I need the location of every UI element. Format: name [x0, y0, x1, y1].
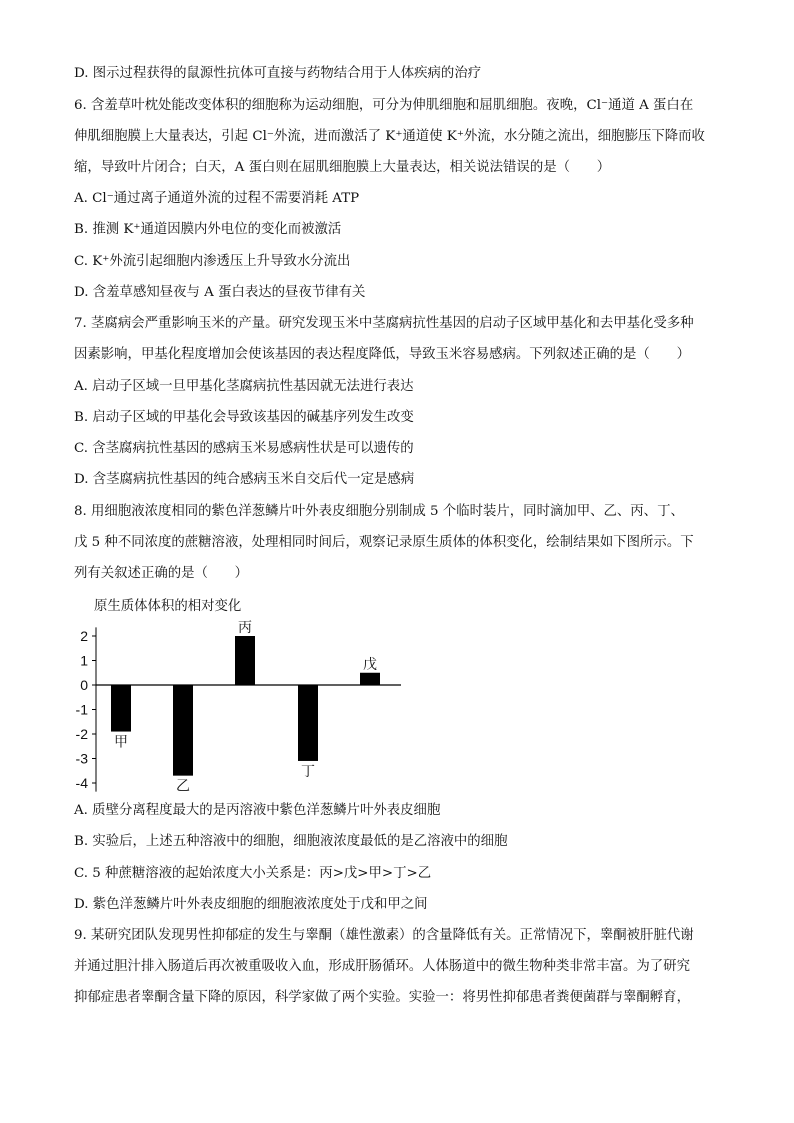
text-line: 伸肌细胞膜上大量表达，引起 Cl⁻外流，进而激活了 K⁺通道使 K⁺外流，水分随之流出，细胞膨压下降而收 [74, 129, 705, 144]
text-line: D. 紫色洋葱鳞片叶外表皮细胞的细胞液浓度处于戊和甲之间 [74, 897, 428, 912]
bar-label-丙: 丙 [238, 620, 252, 636]
bar-label-乙: 乙 [176, 778, 190, 795]
text-line: 因素影响，甲基化程度增加会使该基因的表达程度降低，导致玉米容易感病。下列叙述正确的是（ ） [74, 347, 690, 362]
text-line: B. 实验后，上述五种溶液中的细胞，细胞液浓度最低的是乙溶液中的细胞 [74, 834, 508, 849]
text-line: A. 质壁分离程度最大的是丙溶液中紫色洋葱鳞片叶外表皮细胞 [74, 803, 441, 818]
y-tick-label: 2 [80, 628, 88, 644]
bar-label-戊: 戊 [363, 656, 377, 673]
text-line: 并通过胆汁排入肠道后再次被重吸收入血，形成肝肠循环。人体肠道中的微生物种类非常丰富。为了研究 [74, 959, 690, 974]
y-tick-label: -1 [75, 701, 88, 718]
y-tick-label: 1 [80, 652, 88, 669]
y-tick-label: -2 [75, 726, 88, 742]
y-tick-label: 0 [80, 677, 88, 693]
text-line: A. Cl⁻通过离子通道外流的过程不需要消耗 ATP [74, 191, 360, 206]
text-line: 列有关叙述正确的是（ ） [74, 566, 249, 581]
text-line: 缩，导致叶片闭合；白天，A 蛋白则在屈肌细胞膜上大量表达，相关说法错误的是（ ） [74, 160, 611, 175]
text-line: C. 5 种蔗糖溶液的起始浓度大小关系是：丙>戊>甲>丁>乙 [74, 866, 432, 881]
bar-丁 [298, 685, 318, 761]
y-tick-label: -3 [75, 750, 88, 767]
bar-戊 [360, 673, 380, 685]
text-line: D. 含羞草感知昼夜与 A 蛋白表达的昼夜节律有关 [74, 285, 366, 300]
text-line: D. 含茎腐病抗性基因的纯合感病玉米自交后代一定是感病 [74, 472, 415, 487]
text-line: 抑郁症患者睾酮含量下降的原因，科学家做了两个实验。实验一：将男性抑郁患者粪便菌群与睾酮孵育， [74, 990, 690, 1005]
text-line: D. 图示过程获得的鼠源性抗体可直接与药物结合用于人体疾病的治疗 [74, 66, 482, 81]
text-line: B. 启动子区域的甲基化会导致该基因的碱基序列发生改变 [74, 410, 414, 425]
text-line: 8. 用细胞液浓度相同的紫色洋葱鳞片叶外表皮细胞分别制成 5 个临时装片，同时滴加甲、乙、丙、丁、 [74, 504, 684, 519]
text-line: A. 启动子区域一旦甲基化茎腐病抗性基因就无法进行表达 [74, 379, 414, 394]
text-line: 9. 某研究团队发现男性抑郁症的发生与睾酮（雄性激素）的含量降低有关。正常情况下，睾酮被肝脏代谢 [74, 928, 694, 943]
bar-label-甲: 甲 [114, 734, 128, 751]
bar-label-丁: 丁 [301, 763, 315, 780]
text-line: 戊 5 种不同浓度的蔗糖溶液，处理相同时间后，观察记录原生质体的体积变化，绘制结果如下图所示。下 [74, 535, 694, 550]
bar-丙 [235, 636, 255, 685]
text-line: C. K⁺外流引起细胞内渗透压上升导致水分流出 [74, 254, 351, 269]
y-tick-label: -4 [75, 775, 88, 791]
text-line: 7. 茎腐病会严重影响玉米的产量。研究发现玉米中茎腐病抗性基因的启动子区域甲基化和去甲基化受多种 [74, 316, 694, 331]
text-line: 6. 含羞草叶枕处能改变体积的细胞称为运动细胞，可分为伸肌细胞和屈肌细胞。夜晚，Cl⁻通道 A 蛋白在 [74, 98, 694, 113]
bar-乙 [173, 685, 193, 776]
chart-title: 原生质体体积的相对变化 [94, 599, 242, 614]
bar-甲 [111, 685, 131, 732]
text-line: B. 推测 K⁺通道因膜内外电位的变化而被激活 [74, 222, 342, 237]
text-line: C. 含茎腐病抗性基因的感病玉米易感病性状是可以遗传的 [74, 441, 414, 456]
